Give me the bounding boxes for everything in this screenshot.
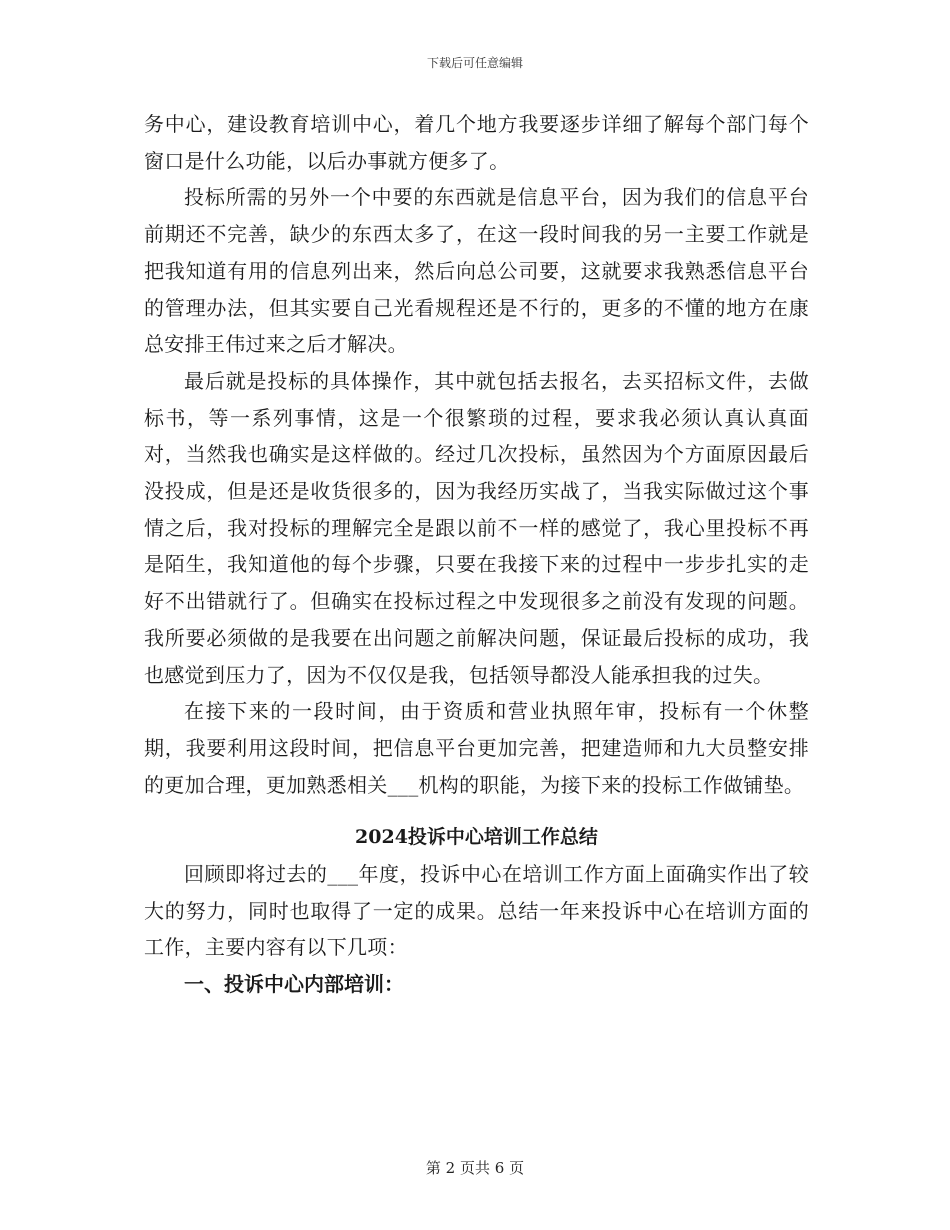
header-note: 下载后可任意编辑 <box>426 56 523 70</box>
paragraph-continuation: 务中心，建设教育培训中心，着几个地方我要逐步详细了解每个部门每个窗口是什么功能，以后办事就方便多了。 <box>144 112 809 173</box>
paragraph-next-period: 在接下来的一段时间，由于资质和营业执照年审，投标有一个休整期，我要利用这段时间，把信息平台更加完善，把建造师和九大员整安排的更加合理，更加熟悉相关___机构的职能，为接下来的投标工作做铺垫。 <box>144 699 809 797</box>
section-title: 2024投诉中心培训工作总结 <box>355 826 598 849</box>
page-footer: 第 2 页共 6 页 <box>425 1159 525 1177</box>
paragraph-review: 回顾即将过去的___年度，投诉中心在培训工作方面上面确实作出了较大的努力，同时也取得了一定的成果。总结一年来投诉中心在培训方面的工作，主要内容有以下几项： <box>144 862 809 960</box>
subheading-internal-training: 一、投诉中心内部培训： <box>184 972 404 997</box>
paragraph-bidding-operation: 最后就是投标的具体操作，其中就包括去报名，去买招标文件，去做标书，等一系列事情，这是一个很繁琐的过程，要求我必须认真认真面对，当然我也确实是这样做的。经过几次投标，虽然因为个方面原因最后没投成，但是还是收货很多的，因为我经历实战了，当我实际做过这个事情之后，我对投标的理解完全是跟以前不一样的感觉了，我心里投标不再是陌生，我知道他的每个步骤，只要在我接下来的过程中一步步扎实的走好不出错就行了。但确实在投标过程之中发现很多之前没有发现的问题。我所要必须做的是我要在出问题之前解决问题，保证最后投标的成功，我也感觉到压力了，因为不仅仅是我，包括领导都没人能承担我的过失。 <box>144 368 809 687</box>
paragraph-info-platform: 投标所需的另外一个中要的东西就是信息平台，因为我们的信息平台前期还不完善，缺少的东西太多了，在这一段时间我的另一主要工作就是把我知道有用的信息列出来，然后向总公司要，这就要求我熟悉信息平台的管理办法，但其实要自己光看规程还是不行的，更多的不懂的地方在康总安排王伟过来之后才解决。 <box>144 185 809 357</box>
document-body <box>144 106 809 1003</box>
